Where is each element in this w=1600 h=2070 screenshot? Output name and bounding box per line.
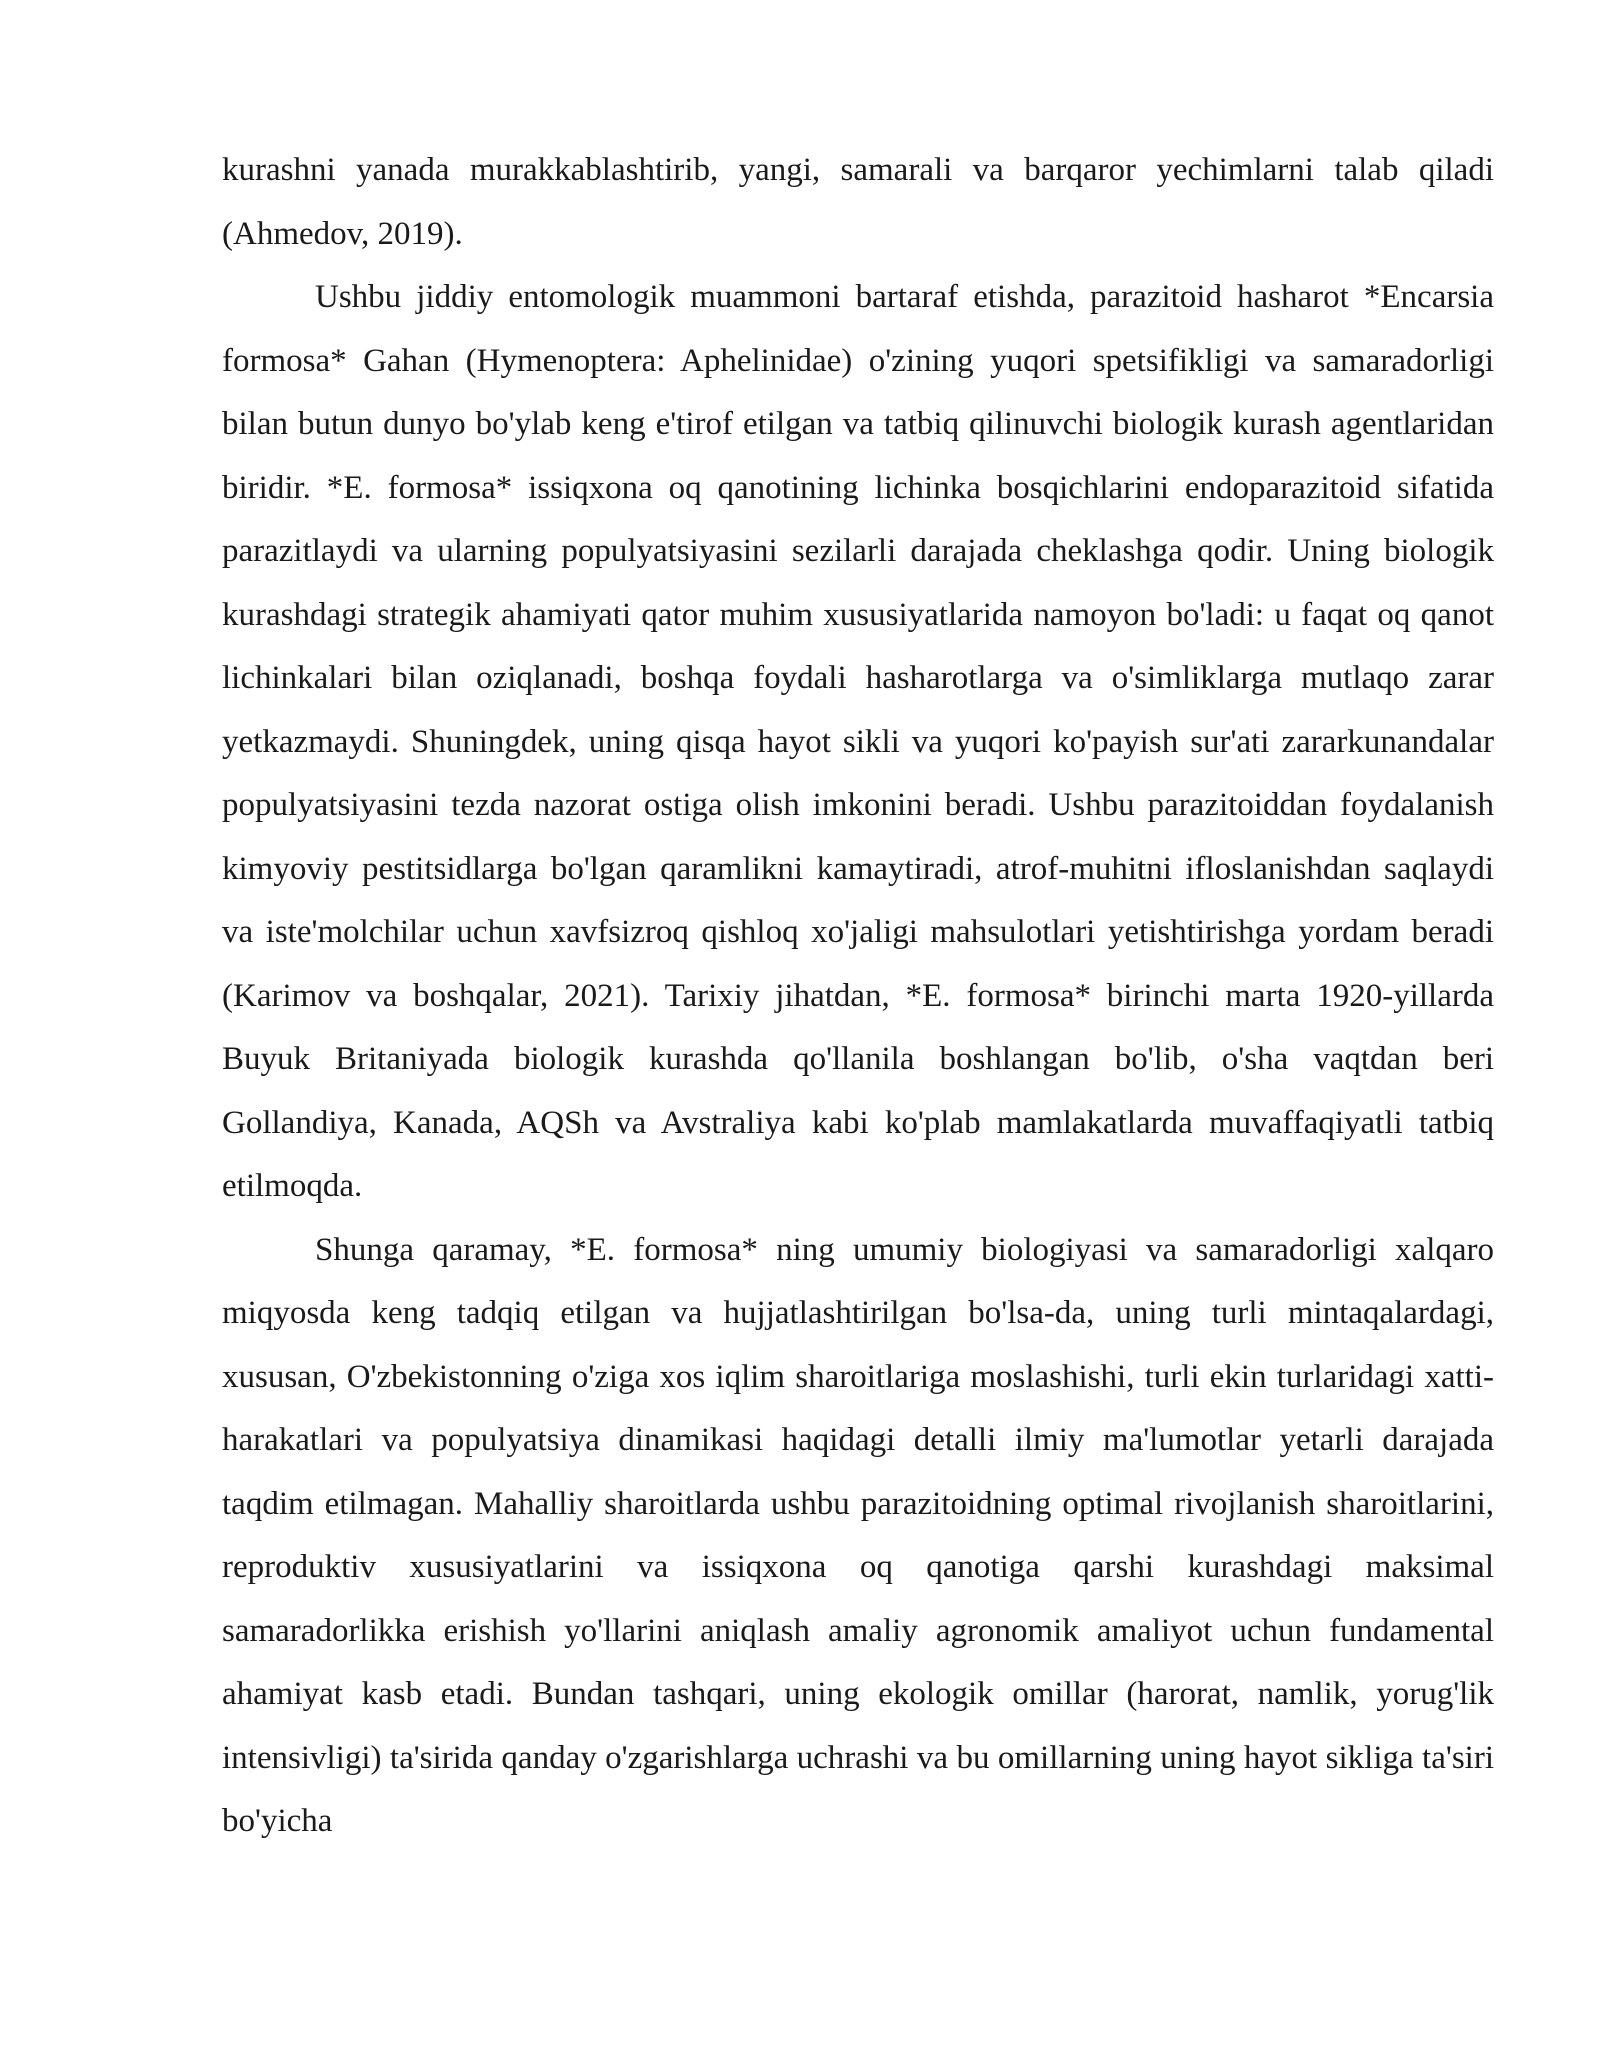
- paragraph-research-gap: Shunga qaramay, *E. formosa* ning umumiy biologiyasi va samaradorligi xalqaro miqyosda keng tadqiq etilgan va hujjatlashtirilgan bo'lsa-da, uning turli mintaqalardagi, xususan, O'zbekistonning o'ziga xos iqlim sharoitlariga moslashishi, turli ekin turlaridagi xatti-harakatlari va populyatsiya dinamikasi haqidagi detalli ilmiy ma'lumotlar yetarli darajada taqdim etilmagan. Mahalliy sharoitlarda ushbu parazitoidning optimal rivojlanish sharoitlarini, reproduktiv xususiyatlarini va issiqxona oq qanotiga qarshi kurashdagi maksimal samaradorlikka erishish yo'llarini aniqlash amaliy agronomik amaliyot uchun fundamental ahamiyat kasb etadi. Bundan tashqari, uning ekologik omillar (harorat, namlik, yorug'lik intensivligi) ta'sirida qanday o'zgarishlarga uchrashi va bu omillarning uning hayot sikliga ta'siri bo'yicha: [222, 1231, 1494, 1839]
- paragraph-encarsia-formosa: Ushbu jiddiy entomologik muammoni bartaraf etishda, parazitoid hasharot *Encarsia formosa* Gahan (Hymenoptera: Aphelinidae) o'zining yuqori spetsifikligi va samaradorligi bilan butun dunyo bo'ylab keng e'tirof etilgan va tatbiq qilinuvchi biologik kurash agentlaridan biridir. *E. formosa* issiqxona oq qanotining lichinka bosqichlarini endoparazitoid sifatida parazitlaydi va ularning populyatsiyasini sezilarli darajada cheklashga qodir. Uning biologik kurashdagi strategik ahamiyati qator muhim xususiyatlarida namoyon bo'ladi: u faqat oq qanot lichinkalari bilan oziqlanadi, boshqa foydali hasharotlarga va o'simliklarga mutlaqo zarar yetkazmaydi. Shuningdek, uning qisqa hayot sikli va yuqori ko'payish sur'ati zararkunandalar populyatsiyasini tezda nazorat ostiga olish imkonini beradi. Ushbu parazitoiddan foydalanish kimyoviy pestitsidlarga bo'lgan qaramlikni kamaytiradi, atrof-muhitni ifloslanishdan saqlaydi va iste'molchilar uchun xavfsizroq qishloq xo'jaligi mahsulotlari yetishtirishga yordam beradi (Karimov va boshqalar, 2021). Tarixiy jihatdan, *E. formosa* birinchi marta 1920-yillarda Buyuk Britaniyada biologik kurashda qo'llanila boshlangan bo'lib, o'sha vaqtdan beri Gollandiya, Kanada, AQSh va Avstraliya kabi ko'plab mamlakatlarda muvaffaqiyatli tatbiq etilmoqda.: [222, 279, 1494, 1204]
- paragraph-continuation: kurashni yanada murakkablashtirib, yangi, samarali va barqaror yechimlarni talab qiladi (Ahmedov, 2019).: [222, 152, 1494, 252]
